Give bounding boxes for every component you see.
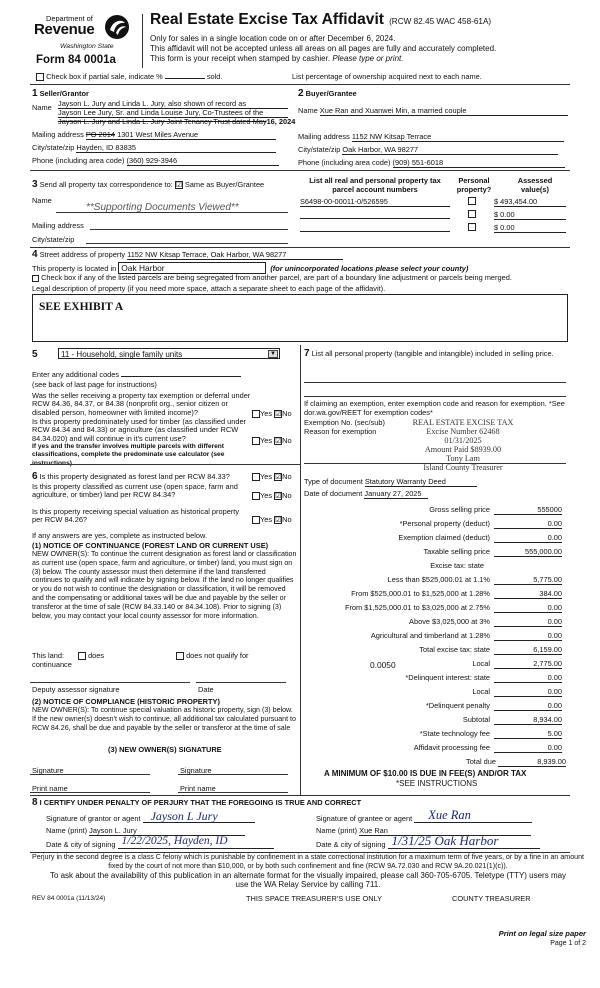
s5-q1-no-checkbox[interactable]: ☑ bbox=[275, 411, 282, 419]
alternate-format-notice: To ask about the availability of this publication in an alternate format for the visually impaired, please call 360-705-6705. Teletype (TTY) users may use the WA Relay Service by calling 711. bbox=[49, 871, 567, 890]
buyer-phone-row[interactable]: Phone (including area code) (909) 551-6018 bbox=[298, 158, 565, 168]
s5-q1-answers: Yes ☑No bbox=[252, 409, 292, 418]
gross-selling-price-label: Gross selling price bbox=[429, 505, 490, 514]
does-qualify-checkbox[interactable] bbox=[78, 652, 86, 660]
gross-selling-price-value[interactable]: 555000 bbox=[494, 505, 562, 515]
legal-description-label: Legal description of property (if you need more space, attach a separate sheet to each page of the affidavit). bbox=[32, 284, 386, 293]
local-excise-value[interactable]: 2,775.00 bbox=[494, 659, 562, 669]
delinquent-interest-state-label: *Delinquent interest: state bbox=[405, 673, 490, 682]
agricultural-value[interactable]: 0.00 bbox=[494, 631, 562, 641]
grantee-date-row[interactable]: Date & city of signing 1/31/25 Oak Harbor bbox=[316, 839, 540, 849]
technology-fee-label: *State technology fee bbox=[419, 729, 490, 738]
s6-q2-yes-checkbox[interactable] bbox=[252, 492, 260, 500]
personal-property-checkbox-3[interactable] bbox=[468, 223, 476, 231]
delinquent-interest-local-label: Local bbox=[472, 687, 490, 696]
additional-codes-note: (see back of last page for instructions) bbox=[32, 380, 157, 389]
parcel-col-assessed: Assessed value(s) bbox=[517, 176, 553, 194]
this-land-row: This land: bbox=[32, 651, 65, 660]
notice-2-title: (2) NOTICE OF COMPLIANCE (HISTORIC PROPERTY) bbox=[32, 697, 220, 706]
total-excise-state-value[interactable]: 6,159.00 bbox=[494, 645, 562, 655]
delinquent-penalty-value[interactable]: 0.00 bbox=[494, 701, 562, 711]
s6-question-1-row: 6 Is this property designated as forest land per RCW 84.33? bbox=[32, 471, 230, 482]
document-type-value: Statutory Warranty Deed bbox=[365, 477, 477, 487]
technology-fee-value[interactable]: 5.00 bbox=[494, 729, 562, 739]
s6-q1-answers: Yes ☑No bbox=[252, 472, 292, 481]
s5-question-2: Is this property predominately used for timber (as classified under RCW 84.34 and 84.33) or agriculture (as classified under RCW 84.34.020) and will continue in it's current use? bbox=[32, 417, 247, 443]
partial-sale-row bbox=[36, 72, 222, 81]
notice-1-title: (1) NOTICE OF CONTINUANCE (FOREST LAND OR CURRENT USE) bbox=[32, 541, 269, 550]
legal-size-note: Print on legal size paper bbox=[498, 929, 586, 938]
header-line-2: This affidavit will not be accepted unless all areas on all pages are fully and accurately completed. bbox=[150, 44, 497, 53]
processing-fee-label: Affidavit processing fee bbox=[413, 743, 490, 752]
additional-codes-row[interactable]: Enter any additional codes bbox=[32, 370, 241, 379]
certify-heading: 8 I CERTIFY UNDER PENALTY OF PERJURY THAT THE FOREGOING IS TRUE AND CORRECT bbox=[32, 797, 362, 808]
tier-2-value[interactable]: 384.00 bbox=[494, 589, 562, 599]
subtotal-label: Subtotal bbox=[462, 715, 490, 724]
revenue-wordmark: Revenue bbox=[34, 21, 95, 38]
street-address-value: 1152 NW Kitsap Terrace, Oak Harbor, WA 98277 bbox=[127, 250, 343, 260]
exemption-claimed-label: Exemption claimed (deduct) bbox=[398, 533, 490, 542]
stamp-line-6: Island County Treasurer bbox=[423, 463, 503, 472]
document-date-row[interactable]: Date of document January 27, 2025 bbox=[304, 489, 428, 499]
seller-mailing-value: 1301 West Miles Avenue bbox=[117, 130, 199, 139]
subtotal-value[interactable]: 8,934.00 bbox=[494, 715, 562, 725]
notice-3-title: (3) NEW OWNER(S) SIGNATURE bbox=[108, 745, 222, 754]
deputy-assessor-signature-label: Deputy assessor signature bbox=[32, 685, 120, 694]
exemption-instructions: If claiming an exemption, enter exemption code and reason for exemption. *See dor.wa.gov/REET for exemption codes* bbox=[304, 399, 565, 417]
exemption-claimed-value[interactable]: 0.00 bbox=[494, 533, 562, 543]
grantor-date-row[interactable]: Date & city of signing 1/22/2025, Hayden, ID bbox=[46, 839, 274, 849]
s5-q2-answers: Yes ☑No bbox=[252, 436, 292, 445]
seller-phone-row[interactable]: Phone (including area code) (360) 929-3946 bbox=[32, 156, 279, 166]
notice-2-text: NEW OWNER(S): To continue special valuation as historic property, sign (3) below. If the new owner(s) doesn't wish to continue, all additional tax calculated pursuant to RCW 84.26, shall be due and payable by the seller or transferor at the time of sale bbox=[32, 706, 296, 732]
header-line-3 bbox=[150, 54, 403, 63]
land-use-select[interactable] bbox=[58, 348, 280, 359]
seller-mailing-row[interactable]: Mailing address PO 2014 1301 West Miles Avenue bbox=[32, 130, 276, 140]
total-due-value[interactable]: 8,939.00 bbox=[498, 757, 566, 767]
s5-q2-yes-checkbox[interactable] bbox=[252, 437, 260, 445]
does-not-option: does not qualify for bbox=[176, 651, 249, 660]
grantee-print-value: Xue Ran bbox=[359, 826, 531, 836]
s5-question-2b: If yes and the transfer involves multiple parcels with different classifications, complete the predominate use calculator (see instructions) bbox=[32, 443, 225, 467]
stamp-line-4: Amount Paid $8939.00 bbox=[424, 445, 502, 454]
legal-description-value: SEE EXHIBIT A bbox=[39, 301, 124, 313]
grantor-signature-row[interactable]: Signature of grantor or agent Jayson L Jury bbox=[46, 813, 255, 823]
does-option: does bbox=[78, 651, 104, 660]
segregated-checkbox[interactable] bbox=[32, 275, 39, 282]
form-title-row bbox=[150, 11, 491, 29]
assessed-value-1[interactable]: $ 493,454.00 bbox=[494, 197, 566, 207]
grantor-signature: Jayson L Jury bbox=[150, 809, 218, 823]
notice-1-text: NEW OWNER(S): To continue the current designation as forest land or classification as current use (open space, farm and agriculture, or timber) land, you must sign on (3) below. The county assessor must then determine if the land transferred continues to qualify and will indicate by signing below. If the land no longer qualifies or you do not wish to continue the designation or classification, it will be removed and the compensating or additional taxes will be due and payable by the seller or transferor at the time of sale (RCW 84.33.140 or 84.34.108). Prior to signing (3) below, you may contact your local county assessor for more information. bbox=[32, 550, 297, 620]
buyer-phone-value: (909) 551-6018 bbox=[393, 158, 565, 168]
revision-code: REV 84 0001a (11/13/24) bbox=[32, 895, 106, 902]
buyer-name-row[interactable]: Name Xue Ran and Xuanwei Min, a married couple bbox=[298, 106, 568, 116]
s6-q1-yes-checkbox[interactable] bbox=[252, 473, 260, 481]
section-7-label: 7 List all personal property (tangible and intangible) included in selling price. bbox=[304, 348, 554, 359]
parcel-number-1[interactable]: S6498-00-00011-0/526595 bbox=[300, 197, 450, 207]
tier-2-label: From $525,000.01 to $1,525,000 at 1.28% bbox=[351, 589, 490, 598]
new-owner-signature-2-label: Signature bbox=[180, 766, 212, 775]
revenue-swirl-icon bbox=[104, 14, 130, 40]
delinquent-penalty-label: *Delinquent penalty bbox=[425, 701, 490, 710]
assessed-value-3[interactable]: $ 0.00 bbox=[494, 223, 566, 233]
document-type-row[interactable]: Type of document Statutory Warranty Deed bbox=[304, 477, 477, 487]
partial-sale-label: Check box if partial sale, indicate % bbox=[46, 72, 163, 81]
local-excise-label: Local bbox=[472, 659, 490, 668]
grantee-signature-row[interactable]: Signature of grantee or agent Xue Ran bbox=[316, 813, 532, 823]
taxable-selling-price-label: Taxable selling price bbox=[423, 547, 490, 556]
total-excise-state-label: Total excise tax: state bbox=[419, 645, 490, 654]
dor-logo bbox=[34, 14, 134, 68]
see-instructions-note: *SEE INSTRUCTIONS bbox=[396, 779, 478, 788]
located-in-row: This property is located in Oak Harbor (for unincorporated locations please select your county) bbox=[32, 263, 469, 273]
s5-q2-no-checkbox[interactable]: ☑ bbox=[275, 438, 282, 446]
personal-property-checkbox-2[interactable] bbox=[468, 210, 476, 218]
new-owner-signature-1-label: Signature bbox=[32, 766, 64, 775]
s6-q3-answers: Yes ☑No bbox=[252, 515, 292, 524]
s6-q2-answers: Yes ☑No bbox=[252, 491, 292, 500]
type-or-print: Please type or print. bbox=[332, 54, 404, 63]
section-5-number: 5 bbox=[32, 349, 38, 360]
correspondence-row: 3 Send all property tax correspondence to: ☑ Same as Buyer/Grantee bbox=[32, 179, 265, 190]
agricultural-label: Agricultural and timberland at 1.28% bbox=[370, 631, 490, 640]
partial-sale-checkbox[interactable] bbox=[36, 73, 44, 81]
deputy-date-label: Date bbox=[198, 685, 214, 694]
tier-1-value[interactable]: 5,775.00 bbox=[494, 575, 562, 585]
dept-line: Department of bbox=[46, 14, 93, 23]
segregated-row: Check box if any of the listed parcels are being segregated from another parcel, are part of a boundary line adjustment or parcels being merged. bbox=[32, 273, 512, 282]
located-in-select[interactable]: Oak Harbor bbox=[118, 262, 266, 274]
personal-property-checkbox-1[interactable] bbox=[468, 197, 476, 205]
partial-sale-sold: sold. bbox=[206, 72, 223, 81]
correspondence-mailing-row[interactable]: Mailing address bbox=[32, 221, 84, 230]
s6-note: If any answers are yes, complete as instructed below. bbox=[32, 531, 207, 540]
personal-property-deduct-value[interactable]: 0.00 bbox=[494, 519, 562, 529]
new-owner-print-2-label: Print name bbox=[180, 784, 216, 793]
county-treasurer-label: COUNTY TREASURER bbox=[452, 894, 531, 903]
tier-4-value[interactable]: 0.00 bbox=[494, 617, 562, 627]
treasurer-use-label: THIS SPACE TREASURER'S USE ONLY bbox=[246, 894, 383, 903]
page-number: Page 1 of 2 bbox=[550, 940, 586, 947]
local-rate: 0.0050 bbox=[370, 660, 396, 670]
s6-question-2: Is this property classified as current use (open space, farm and agriculture, or timber) land per RCW 84.34? bbox=[32, 482, 238, 500]
minimum-due-note: A MINIMUM OF $10.00 IS DUE IN FEE(S) AND/OR TAX bbox=[324, 769, 527, 778]
receipt-note: This form is your receipt when stamped by cashier. bbox=[150, 54, 331, 63]
form-title-ref: (RCW 82.45 WAC 458-61A) bbox=[389, 17, 492, 26]
grantee-date-city: 1/31/25 Oak Harbor bbox=[391, 833, 499, 848]
seller-phone-value: (360) 929-3946 bbox=[127, 156, 279, 166]
personal-property-deduct-label: *Personal property (deduct) bbox=[399, 519, 490, 528]
seller-name-line-2[interactable]: Jayson Lee Jury, Sr. and Linda Louise Jury, Co-Trustees of the bbox=[58, 108, 288, 118]
located-in-note: (for unincorporated locations please select your county) bbox=[270, 264, 469, 273]
buyer-city-value: Oak Harbor, WA 98277 bbox=[342, 145, 558, 155]
grantor-print-value: Jayson L. Jury bbox=[89, 826, 245, 836]
grantor-date-city: 1/22/2025, Hayden, ID bbox=[121, 835, 228, 847]
correspondence-name-value: **Supporting Documents Viewed** bbox=[86, 202, 239, 213]
s6-q3-yes-checkbox[interactable] bbox=[252, 516, 260, 524]
delinquent-interest-local-value[interactable]: 0.00 bbox=[494, 687, 562, 697]
tier-3-label: From $1,525,000.01 to $3,025,000 at 2.75% bbox=[344, 603, 490, 612]
seller-city-row[interactable]: City/state/zip Hayden, ID 83835 bbox=[32, 143, 276, 153]
parcel-col-personal: Personal property? bbox=[456, 176, 492, 194]
seller-name-line-1[interactable]: Jayson L. Jury and Linda L. Jury, also shown of record as bbox=[58, 99, 288, 109]
treasurer-receipt-stamp bbox=[396, 418, 530, 472]
tier-3-value[interactable]: 0.00 bbox=[494, 603, 562, 613]
s6-q1-no-checkbox[interactable]: ☑ bbox=[275, 474, 282, 482]
stamp-line-5: Tony Lam bbox=[446, 454, 480, 463]
grantee-signature: Xue Ran bbox=[428, 808, 471, 822]
same-as-buyer-checkbox[interactable]: ☑ bbox=[175, 182, 183, 190]
does-not-qualify-checkbox[interactable] bbox=[176, 652, 184, 660]
street-address-row[interactable]: 4 Street address of property 1152 NW Kitsap Terrace, Oak Harbor, WA 98277 bbox=[32, 249, 343, 260]
s5-question-1: Was the seller receiving a property tax exemption or deferral under RCW 84.36, 84.37, or 84.38 (nonprofit org., senior citizen or disabled person, homeowner with limited income)? bbox=[32, 391, 251, 417]
list-percentage-note: List percentage of ownership acquired next to each name. bbox=[292, 72, 482, 81]
parcel-number-2[interactable] bbox=[300, 210, 450, 219]
exemption-reason-label[interactable]: Reason for exemption bbox=[304, 427, 377, 436]
header-divider bbox=[142, 14, 143, 68]
seller-name-line-3[interactable]: Jayson L. Jury and Linda L. Jury Joint Tenancy Trust dated May16, 2024 bbox=[58, 117, 296, 126]
buyer-city-row[interactable]: City/state/zip Oak Harbor, WA 98277 bbox=[298, 145, 558, 155]
delinquent-interest-state-value[interactable]: 0.00 bbox=[494, 673, 562, 683]
seller-heading: 1 Seller/Grantor bbox=[32, 88, 89, 99]
buyer-name-value: Xue Ran and Xuanwei Min, a married couple bbox=[320, 106, 568, 116]
seller-mailing-prefix: PO 2014 bbox=[85, 130, 116, 139]
tier-1-label: Less than $525,000.01 at 1.1% bbox=[387, 575, 490, 584]
tax-calculation bbox=[300, 505, 566, 755]
buyer-heading: 2 Buyer/Grantee bbox=[298, 88, 357, 99]
grantor-print-row[interactable]: Name (print) Jayson L. Jury bbox=[46, 826, 245, 836]
s6-q3-no-checkbox[interactable]: ☑ bbox=[275, 517, 282, 525]
grantee-print-row[interactable]: Name (print) Xue Ran bbox=[316, 826, 531, 836]
assessed-value-2[interactable]: $ 0.00 bbox=[494, 210, 566, 220]
s5-q1-yes-checkbox[interactable] bbox=[252, 410, 260, 418]
perjury-notice: Perjury in the second degree is a class C felony which is punishable by confinement in a state correctional institution for a maximum term of five years, or by a fine in an amount fixed by the court of not more than $10,000, or by both such confinement and fine (RCW 9A.72.030 and RCW 9A.20.021(1)(c)). bbox=[32, 853, 585, 870]
parcel-col-numbers: List all real and personal property tax parcel account numbers bbox=[309, 176, 441, 194]
chevron-down-icon[interactable]: ▼ bbox=[268, 350, 278, 358]
buyer-mailing-value: 1152 NW Kitsap Terrace bbox=[352, 132, 564, 142]
tier-4-label: Above $3,025,000 at 3% bbox=[409, 617, 490, 626]
land-use-value: 11 - Household, single family units bbox=[61, 350, 183, 359]
stamp-line-3: 01/31/2025 bbox=[444, 436, 482, 445]
parcel-number-3[interactable] bbox=[300, 223, 450, 232]
s6-q2-no-checkbox[interactable]: ☑ bbox=[275, 493, 282, 501]
seller-name-label: Name bbox=[32, 103, 52, 112]
form-number: Form 84 0001a bbox=[36, 54, 116, 66]
excise-tax-state-label: Excise tax: state bbox=[430, 561, 484, 570]
stamp-line-2: Excise Number 62468 bbox=[426, 427, 500, 436]
processing-fee-value[interactable]: 0.00 bbox=[494, 743, 562, 753]
seller-city-value: Hayden, ID 83835 bbox=[76, 143, 276, 153]
correspondence-city-row[interactable]: City/state/zip bbox=[32, 235, 75, 244]
form-title: Real Estate Excise Tax Affidavit bbox=[150, 11, 385, 28]
document-date-value: January 27, 2025 bbox=[364, 489, 428, 499]
taxable-selling-price-value[interactable]: 555,000.00 bbox=[494, 547, 562, 557]
legal-description-box[interactable] bbox=[32, 294, 568, 342]
stamp-line-1: REAL ESTATE EXCISE TAX bbox=[412, 418, 514, 427]
buyer-mailing-row[interactable]: Mailing address 1152 NW Kitsap Terrace bbox=[298, 132, 564, 142]
state-line: Washington State bbox=[60, 43, 114, 50]
continuance-label: continuance bbox=[32, 660, 72, 669]
exemption-number-label[interactable]: Exemption No. (sec/sub) bbox=[304, 418, 385, 427]
header-line-1: Only for sales in a single location code on or after December 6, 2024. bbox=[150, 34, 396, 43]
correspondence-name-row[interactable]: Name bbox=[32, 196, 52, 205]
s6-question-3: Is this property receiving special valuation as historical property per RCW 84.26? bbox=[32, 507, 240, 525]
new-owner-print-1-label: Print name bbox=[32, 784, 68, 793]
total-due-label: Total due bbox=[466, 757, 496, 766]
